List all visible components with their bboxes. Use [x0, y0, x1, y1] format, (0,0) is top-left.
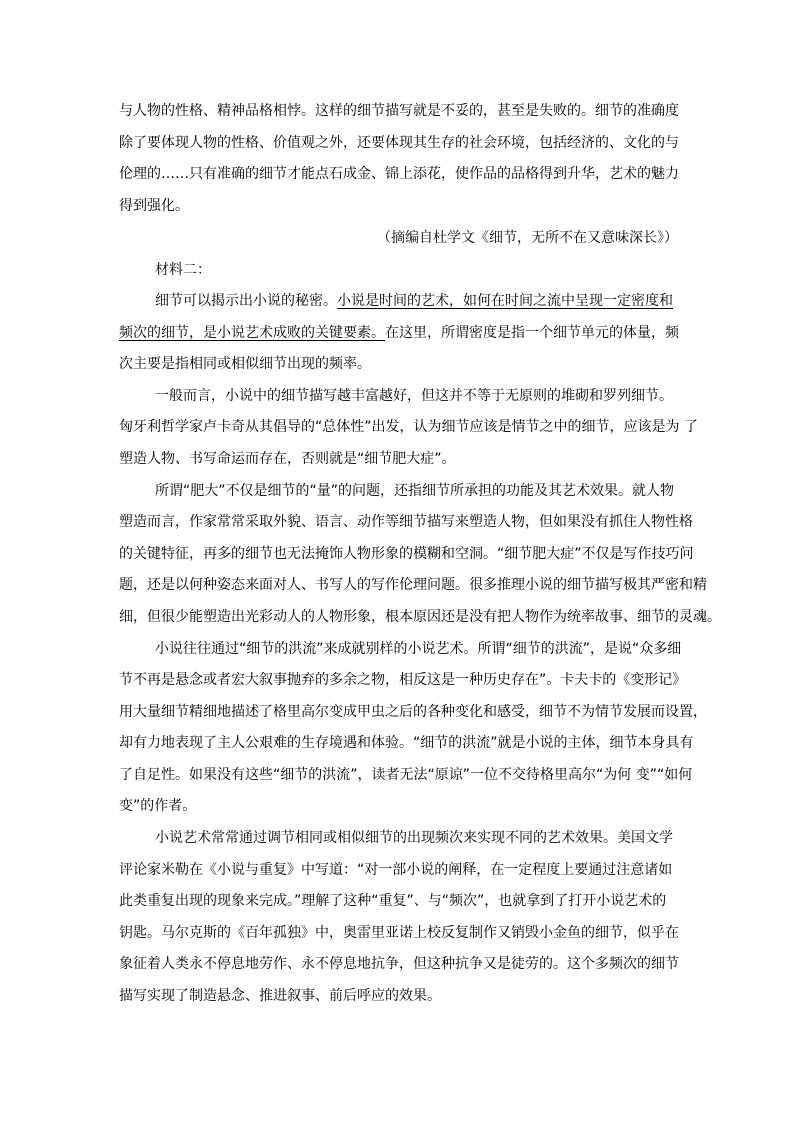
underlined-text: 小说是时间的艺术，如何在时间之流中呈现一定密度和: [337, 293, 673, 309]
text-line: 了自足性。如果没有这些“细节的洪流”，读者无法“原谅”一位不交待格里高尔“为何 变”“如何: [119, 767, 693, 783]
text-line: 一般而言，小说中的细节描写越丰富越好，但这并不等于无原则的堆砌和罗列细节。: [155, 388, 673, 404]
text-line: 象征着人类永不停息地劳作、永不停息地抗争，但这种抗争又是徒劳的。这个多频次的细节: [119, 956, 679, 972]
text-line: 细，但很少能塑造出光彩动人的人物形象，根本原因还是没有把人物作为统率故事、细节的灵魂。: [119, 609, 721, 625]
text-span: 细节可以揭示出小说的秘密。: [155, 293, 337, 309]
text-line: 塑造而言，作家常常采取外貌、语言、动作等细节描写来塑造人物，但如果没有抓住人物性格: [119, 514, 693, 530]
text-line: 小说往往通过“细节的洪流”来成就别样的小说艺术。所谓“细节的洪流”，是说“众多细: [155, 641, 682, 657]
text-line: [155, 291, 673, 311]
source-citation: （摘编自杜学文《细节，无所不在又意味深长》）: [377, 230, 678, 246]
text-line: 与人物的性格、精神品格相悖。这样的细节描写就是不妥的，甚至是失败的。细节的准确度: [119, 103, 679, 119]
text-line: 伦理的……只有准确的细节才能点石成金、锦上添花，使作品的品格得到升华，艺术的魅力: [119, 166, 679, 182]
text-span: 在这里，所谓密度是指一个细节单元的体量，频: [385, 325, 679, 341]
text-line: 此类重复出现的现象来完成。”理解了这种“重复”、与“频次”，也就拿到了打开小说艺术的: [119, 893, 667, 909]
text-line: 所谓“肥大”不仅是细节的“量”的问题，还指细节所承担的功能及其艺术效果。就人物: [155, 483, 675, 499]
section-heading: 材料二：: [155, 262, 211, 278]
text-line: 除了要体现人物的性格、价值观之外，还要体现其生存的社会环境，包括经济的、文化的与: [119, 135, 679, 151]
text-line: 的关键特征，再多的细节也无法掩饰人物形象的模糊和空洞。“细节肥大症”不仅是写作技巧问: [119, 546, 694, 562]
text-line: 却有力地表现了主人公艰难的生存境遇和体验。“细节的洪流”就是小说的主体，细节本身具有: [119, 735, 694, 751]
text-line: 用大量细节精细地描述了格里高尔变成甲虫之后的各种变化和感受，细节不为情节发展而设置，: [119, 704, 707, 720]
text-line: 次主要是指相同或相似细节出现的频率。: [119, 356, 371, 372]
text-line: 钥匙。马尔克斯的《百年孤独》中，奥雷里亚诺上校反复制作又销毁小金鱼的细节，似乎在: [119, 925, 679, 941]
text-line: 塑造人物、书写命运而存在，否则就是“细节肥大症”。: [119, 451, 456, 467]
text-line: 描写实现了制造悬念、推进叙事、前后呼应的效果。: [119, 988, 441, 1004]
text-line: 评论家米勒在《小说与重复》中写道：“对一部小说的阐释，在一定程度上要通过注意诸如: [119, 862, 673, 878]
text-line: 小说艺术常常通过调节相同或相似细节的出现频次来实现不同的艺术效果。美国文学: [155, 830, 673, 846]
text-line: 匈牙利哲学家卢卡奇从其倡导的“总体性”出发，认为细节应该是情节之中的细节，应该是为 了: [119, 419, 698, 435]
text-line: 得到强化。: [119, 198, 189, 214]
text-line: [119, 323, 679, 343]
text-line: 题，还是以何种姿态来面对人、书写人的写作伦理问题。很多推理小说的细节描写极其严密和精: [119, 577, 707, 593]
text-line: 节不再是悬念或者宏大叙事抛弃的多余之物，相反这是一种历史存在”。卡夫卡的《变形记》: [119, 672, 687, 688]
text-line: 变”的作者。: [119, 798, 197, 814]
underlined-text: 频次的细节，是小说艺术成败的关键要素。: [119, 325, 385, 341]
